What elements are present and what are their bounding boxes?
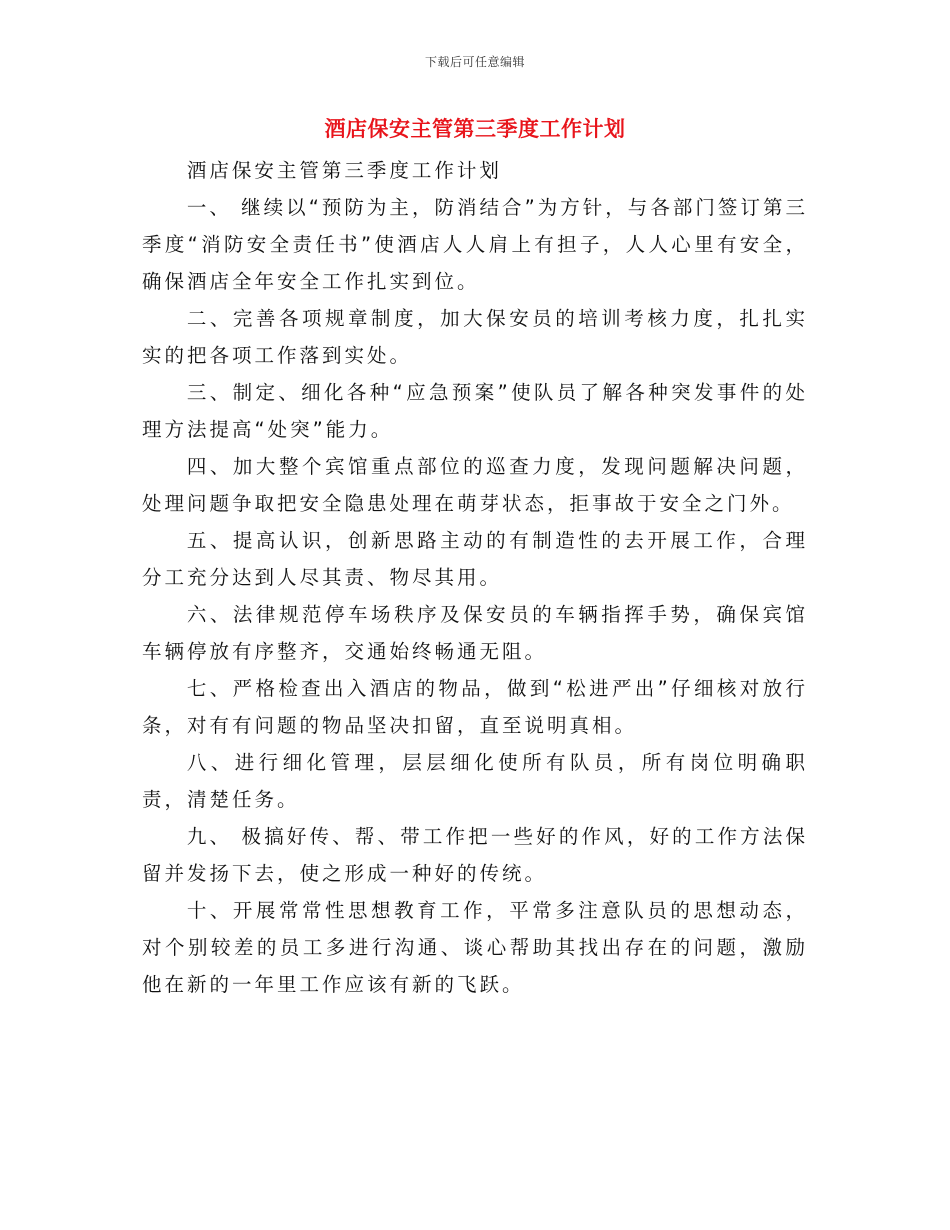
document-body [142,152,808,1003]
paragraph-item-1: 一、 继续以“预防为主，防消结合”为方针，与各部门签订第三季度“消防安全责任书”使酒店人人肩上有担子，人人心里有安全，确保酒店全年安全工作扎实到位。 [142,196,808,293]
paragraph-item-3: 三、制定、细化各种“应急预案”使队员了解各种突发事件的处理方法提高“处突”能力。 [142,381,808,441]
paragraph-item-8: 八、进行细化管理，层层细化使所有队员，所有岗位明确职责，清楚任务。 [142,751,808,811]
paragraph-item-2: 二、完善各项规章制度，加大保安员的培训考核力度，扎扎实实的把各项工作落到实处。 [142,307,808,367]
paragraph-item-6: 六、法律规范停车场秩序及保安员的车辆指挥手势，确保宾馆车辆停放有序整齐，交通始终畅通无阻。 [142,603,808,663]
paragraph-item-9: 九、 极搞好传、帮、带工作把一些好的作风，好的工作方法保留并发扬下去，使之形成一种好的传统。 [142,825,808,885]
page-header-note: 下载后可任意编辑 [424,55,525,69]
paragraph-subtitle: 酒店保安主管第三季度工作计划 [186,159,502,182]
paragraph-item-10: 十、开展常常性思想教育工作，平常多注意队员的思想动态，对个别较差的员工多进行沟通、谈心帮助其找出存在的问题，激励他在新的一年里工作应该有新的飞跃。 [142,899,808,996]
document-title: 酒店保安主管第三季度工作计划 [324,117,626,141]
paragraph-item-5: 五、提高认识，创新思路主动的有制造性的去开展工作，合理分工充分达到人尽其责、物尽其用。 [142,529,808,589]
paragraph-item-4: 四、加大整个宾馆重点部位的巡查力度，发现问题解决问题，处理问题争取把安全隐患处理在萌芽状态，拒事故于安全之门外。 [142,455,808,515]
paragraph-item-7: 七、严格检查出入酒店的物品，做到“松进严出”仔细核对放行条，对有有问题的物品坚决扣留，直至说明真相。 [142,677,808,737]
